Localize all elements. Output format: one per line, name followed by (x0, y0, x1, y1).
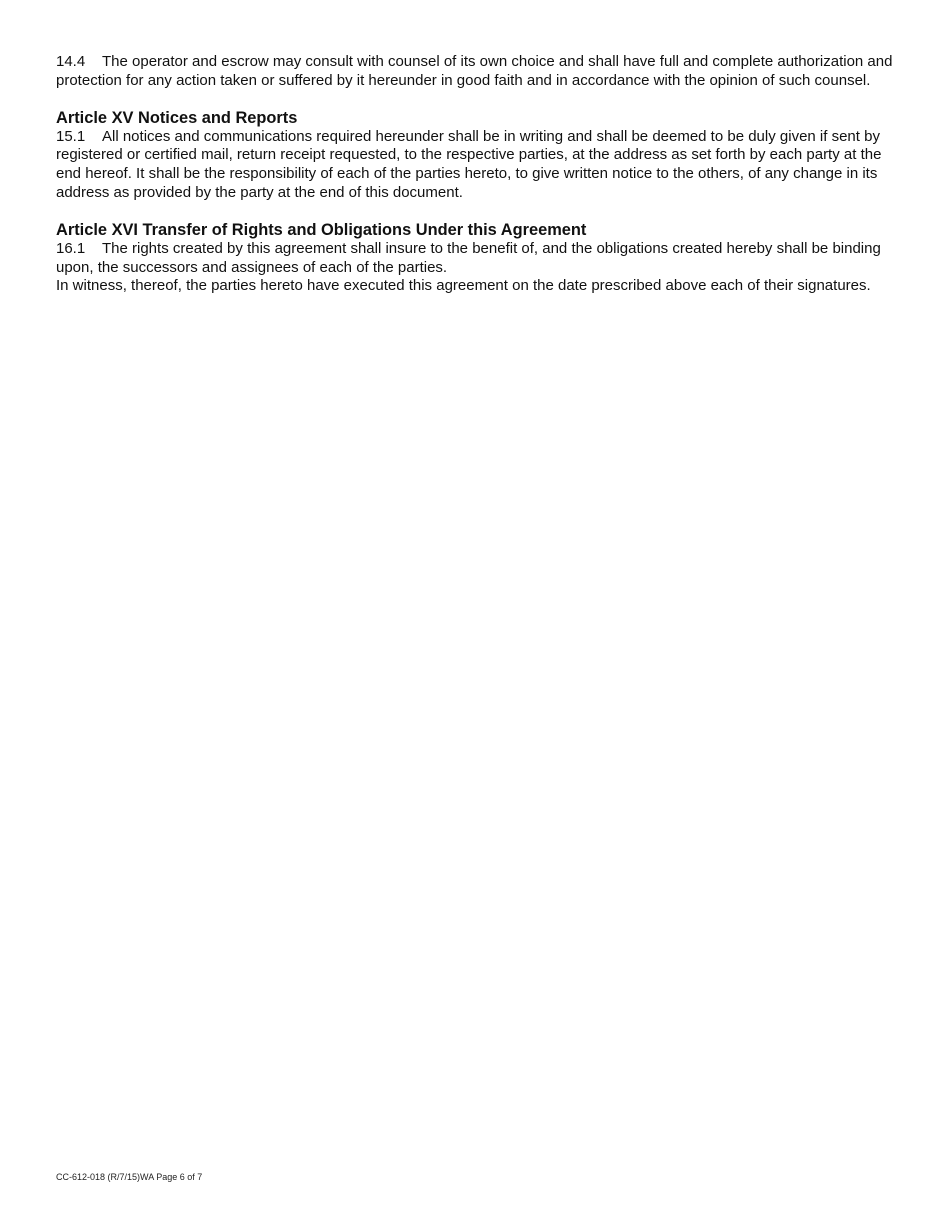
article-heading: Article XV Notices and Reports (56, 108, 298, 127)
witness-statement: In witness, thereof, the parties hereto have executed this agreement on the date prescribed above each of their signatures. (56, 277, 871, 295)
article-xv (56, 108, 896, 203)
clause-14-4 (56, 53, 896, 91)
document-body (56, 53, 896, 296)
clause-text: The operator and escrow may consult with counsel of its own choice and shall have full and complete authorization and protection for any action taken or suffered by it hereunder in good faith and in accordance with the opinion of such counsel. (56, 53, 893, 89)
clause-number: 16.1 (56, 239, 86, 257)
clause-number: 14.4 (56, 53, 86, 70)
clause-15-1 (56, 128, 896, 203)
clause-text: All notices and communications required hereunder shall be in writing and shall be deemed to be duly given if sent by registered or certified mail, return receipt requested, to the respective parties, at the address as set forth by each party at the end hereof. It shall be the responsibility of each of the parties hereto, to give written notice to the others, of any change in its address as provided by the party at the end of this document. (56, 127, 882, 201)
clause-16-1 (56, 240, 896, 278)
clause-text: The rights created by this agreement shall insure to the benefit of, and the obligations created hereby shall be binding upon, the successors and assignees of each of the parties. (56, 239, 881, 276)
clause-number: 15.1 (56, 127, 86, 145)
page-footer: CC-612-018 (R/7/15)WA Page 6 of 7 (56, 1172, 203, 1182)
article-heading: Article XVI Transfer of Rights and Obligations Under this Agreement (56, 220, 587, 239)
article-xvi (56, 220, 896, 278)
